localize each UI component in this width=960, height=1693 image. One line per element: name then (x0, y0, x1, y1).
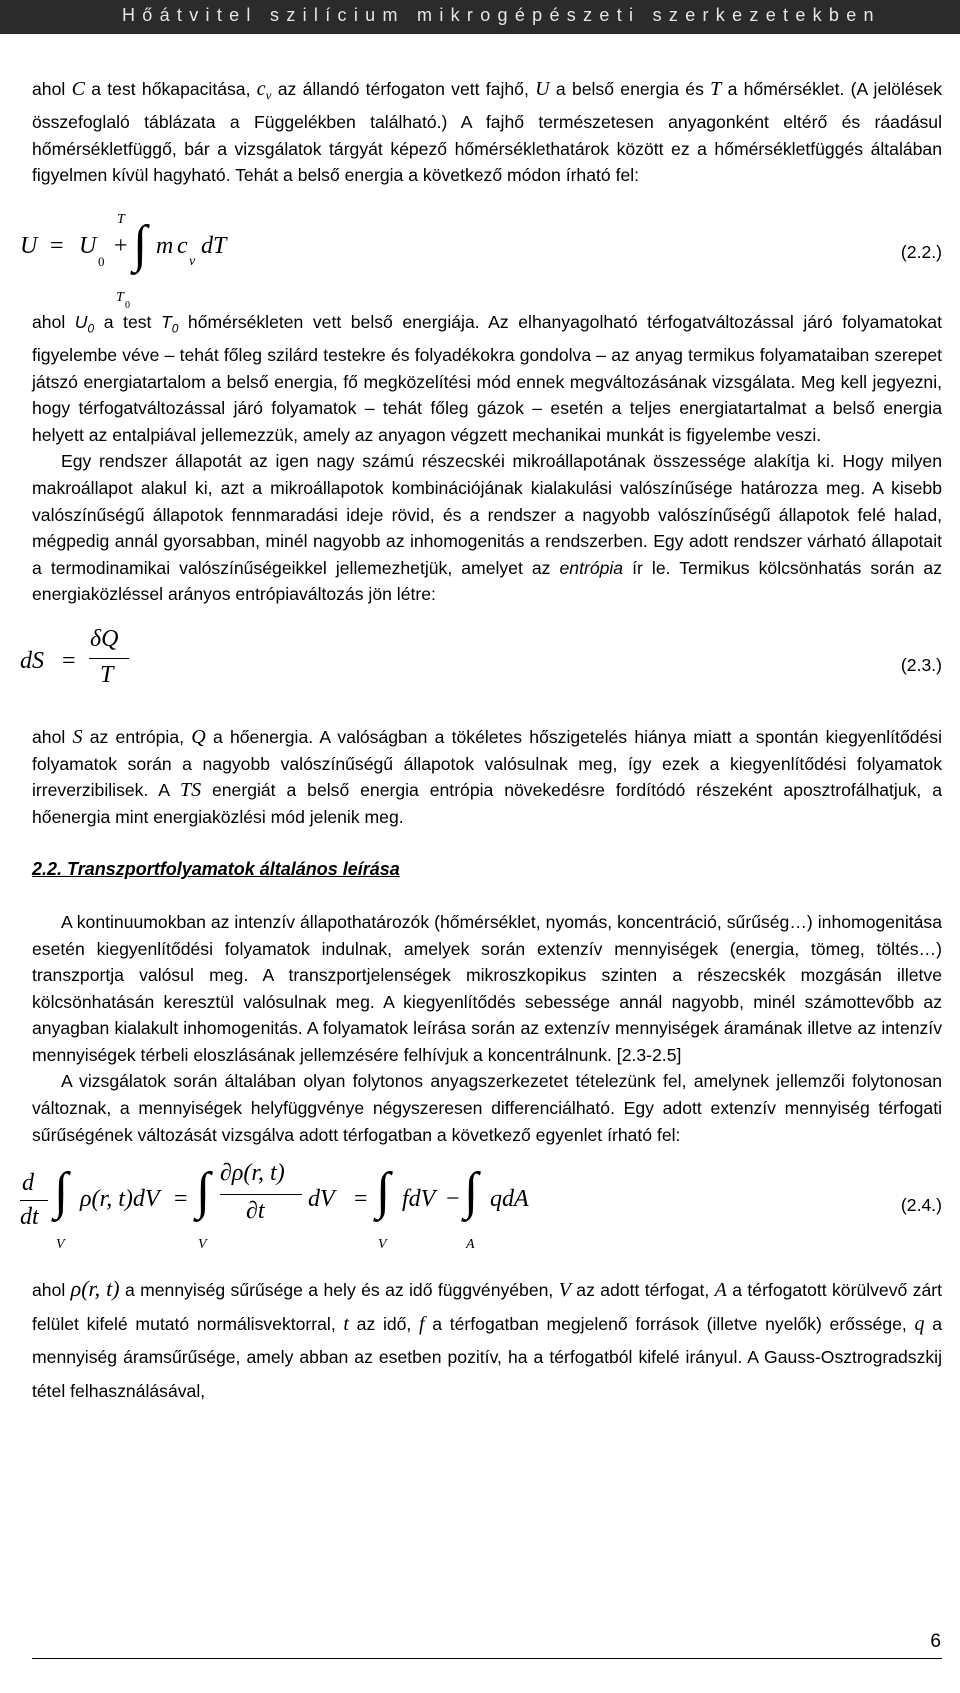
integral-domain: V (56, 1237, 65, 1253)
fraction-denominator: T (100, 661, 114, 688)
text: a térfogatban megjelenő források (illetve nyelők) erőssége, (424, 1313, 915, 1334)
eq-symbol: − (446, 1186, 460, 1213)
math-var: S (72, 725, 83, 748)
paragraph-heat-energy (32, 724, 942, 830)
emphasis: entrópia (559, 557, 624, 578)
fraction-numerator: d (22, 1170, 34, 1197)
paragraph-continuum (32, 1068, 942, 1148)
text: A vizsgálatok során általában olyan folytonos anyagszerkezetet tételezünk fel, amelynek jellemzői folytonosan változnak, a mennyiségek helyfüggvénye négyszeresen differenciálható. Egy adott extenzív mennyiség térfogati sűrűségének változását vizsgálva adott térfogatban a következő egyenlet írható fel: (32, 1071, 942, 1145)
eq-symbol: dT (201, 232, 227, 259)
math-var: T (710, 78, 722, 100)
paragraph-heat-capacity (32, 76, 942, 189)
eq-symbol: = (62, 647, 76, 674)
eq-symbol: c (177, 232, 188, 259)
text: a hőmérséklet. (A jelölések összefoglaló táblázata a Függelékben található.) A fajhő természetesen anyagonként eltérő és ráadásul hőmérsékletfüggő, bár a vizsgálatok tárgyát képező hőmérséklethatárok között ez a hőmérsékletfüggés általában figyelmen kívül hagyható. Tehát a belső energia a következő módon írható fel: (32, 79, 943, 186)
eq-symbol: U (79, 232, 97, 259)
math-var: A (714, 1279, 727, 1302)
fraction-numerator: ∂ρ(r, t) (220, 1160, 285, 1187)
math-sub: 0 (87, 321, 95, 336)
paragraph-entropy (32, 448, 942, 608)
text: a mennyiség áramsűrűsége, amely abban az esetben pozitív, ha a térfogatból kifelé irányul. A Gauss-Osztrogradszkij tétel felhasználásával, (32, 1313, 942, 1401)
text: a test (94, 311, 161, 332)
fraction-bar (20, 1200, 48, 1201)
text: az idő, (348, 1313, 420, 1334)
math-var: f (419, 1312, 425, 1335)
paragraph-transport (32, 909, 942, 1069)
eq-sub: v (189, 253, 196, 269)
eq-symbol: m (156, 232, 174, 259)
text: az adott térfogat, (570, 1280, 715, 1301)
eq-symbol: dS (20, 647, 44, 674)
text: ahol (32, 79, 72, 99)
page-number: 6 (930, 1631, 941, 1652)
integral-domain: V (378, 1237, 387, 1253)
integral-upper-limit: T (117, 211, 125, 227)
math-var: T (160, 311, 172, 332)
text: az entrópia, (82, 726, 192, 747)
integral-sign: ∫ (376, 1163, 391, 1221)
math-sub: v (265, 87, 272, 103)
fraction-bar (220, 1194, 302, 1195)
integral-domain: A (466, 1237, 475, 1253)
integral-sign: ∫ (133, 215, 148, 273)
math-var: V (558, 1279, 571, 1302)
eq-symbol: = (174, 1186, 188, 1213)
equation-number: (2.3.) (900, 654, 942, 675)
equation-2-4 (20, 1148, 942, 1272)
math-var: c (256, 78, 266, 100)
math-var: C (71, 78, 85, 100)
text: ahol (32, 311, 75, 332)
integral-lower-sub: 0 (125, 299, 130, 311)
text: a hőenergia. A valóságban a tökéletes hőszigetelés hiánya miatt a spontán kiegyenlítődési folyamatok során a nagyobb valószínűségű állapotok valósulnak meg, így ezek a kiegyenlítődési folyamatok irreverzibilisek. A (32, 726, 943, 801)
text: a mennyiség sűrűsége a hely és az idő függvényében, (119, 1280, 559, 1301)
math-var: ρ(r, t) (70, 1276, 120, 1302)
paragraph-internal-energy (32, 309, 942, 448)
running-header (0, 0, 960, 34)
fraction-denominator: ∂t (246, 1198, 265, 1225)
fraction-denominator: dt (20, 1204, 39, 1231)
text: a térfogatott körülvevő zárt felület kifelé mutató normálisvektorral, (32, 1280, 942, 1334)
section-heading: 2.2. Transzportfolyamatok általános leírása (32, 859, 400, 880)
equation-2-2 (20, 189, 942, 311)
eq-symbol: = (354, 1186, 368, 1213)
text: az állandó térfogaton vett fajhő, (271, 79, 536, 99)
equation-2-3 (20, 608, 942, 724)
text: Az elhanyagolható térfogatváltozással járó folyamatokat figyelembe véve – tehát főleg szilárd testekre és folyadékokra gondolva – az anyag termikus folyamataiban szerepet játszó energiatartalom a belső energia, fő megközelítési mód ennek megváltozásának vizsgálata. Meg kell jegyezni, hogy térfogatváltozással járó folyamatok – tehát főleg gázok – esetén a teljes energiatartalmat a belső energia helyett az entalpiával jellemezzük, amely az anyagon végzett mechanikai munkát is figyelembe veszi. (32, 311, 942, 445)
text: energiát a belső energia entrópia növekedésre fordítódó részeként aposztrofálhatjuk, a hőenergia mint energiaközlési mód jelenik meg. (32, 780, 943, 827)
math-var: U (535, 78, 550, 100)
eq-symbol: U (20, 232, 38, 259)
eq-sub: 0 (98, 253, 105, 269)
integral-lower-limit: T (116, 289, 124, 305)
integral-sign: ∫ (54, 1163, 69, 1221)
eq-symbol: = (50, 232, 64, 259)
fraction-bar (89, 658, 129, 659)
fraction-numerator: δQ (90, 625, 119, 652)
paragraph-density (32, 1272, 942, 1408)
math-var: TS (179, 779, 202, 802)
eq-term: ρ(r, t)dV (80, 1186, 160, 1213)
text: ahol (32, 1280, 71, 1301)
math-var: q (914, 1312, 925, 1335)
math-sub: 0 (171, 321, 179, 336)
eq-term: qdA (490, 1186, 529, 1213)
equation-number: (2.4.) (900, 1195, 942, 1216)
eq-term: fdV (402, 1186, 436, 1213)
eq-symbol: + (114, 232, 128, 259)
footer-rule (32, 1658, 942, 1659)
page-body (20, 76, 943, 1408)
math-var: U (74, 311, 88, 332)
text: A kontinuumokban az intenzív állapothatározók (hőmérséklet, nyomás, koncentráció, sűrűség…) inhomogenitása esetén kiegyenlítődési folyamatok indulnak, amelyek során extenzív mennyiségek (energia, tömeg, töltés…) transzportja valósul meg. A transzportjelenségek mikroszkopikus szinten a részecskék mozgásán illetve kölcsönhatásán keresztül valósulnak meg. A kiegyenlítődés sebessége annál nagyobb, minél számottevőbb az anyagban kialakult inhomogenitás. A folyamatok leírása során az extenzív mennyiségek áramának illetve az intenzív mennyiségek térbeli eloszlásának jellemzésére felhívjuk a koncentrálnunk. [2.3-2.5] (32, 911, 942, 1065)
text: Egy rendszer állapotát az igen nagy számú részecskéi mikroállapotának összessége alakítja ki. Hogy milyen makroállapot alakul ki, azt a mikroállapotok kombinációjának kialakulási valószínűsége határozza meg. A kisebb valószínűségű állapotok fennmaradási ideje rövid, és a rendszer a nagyobb valószínűségű állapotok felé halad, mégpedig annál gyorsabban, minél nagyobb az inhomogenitás a rendszerben. Egy adott rendszer várható állapotait a termodinamikai valószínűségeikkel jellemezhetjük, amelyet az (32, 451, 942, 578)
math-var: t (343, 1312, 349, 1335)
text: ír le. Termikus kölcsönhatás során az energiaközléssel arányos entrópiaváltozás jön létre: (32, 557, 942, 605)
eq-term: dV (308, 1186, 335, 1213)
math-var: Q (191, 725, 206, 748)
text: a test hőkapacitása, (84, 79, 257, 99)
equation-number: (2.2.) (900, 241, 942, 262)
text: ahol (32, 726, 73, 747)
integral-sign: ∫ (464, 1163, 479, 1221)
text: hőmérsékleten vett belső energiája. (178, 311, 480, 332)
integral-domain: V (198, 1237, 207, 1253)
text: a belső energia és (549, 79, 711, 99)
header-title: Hőátvitel szilícium mikrogépészeti szerkezetekben (122, 5, 881, 25)
integral-sign: ∫ (196, 1163, 211, 1221)
